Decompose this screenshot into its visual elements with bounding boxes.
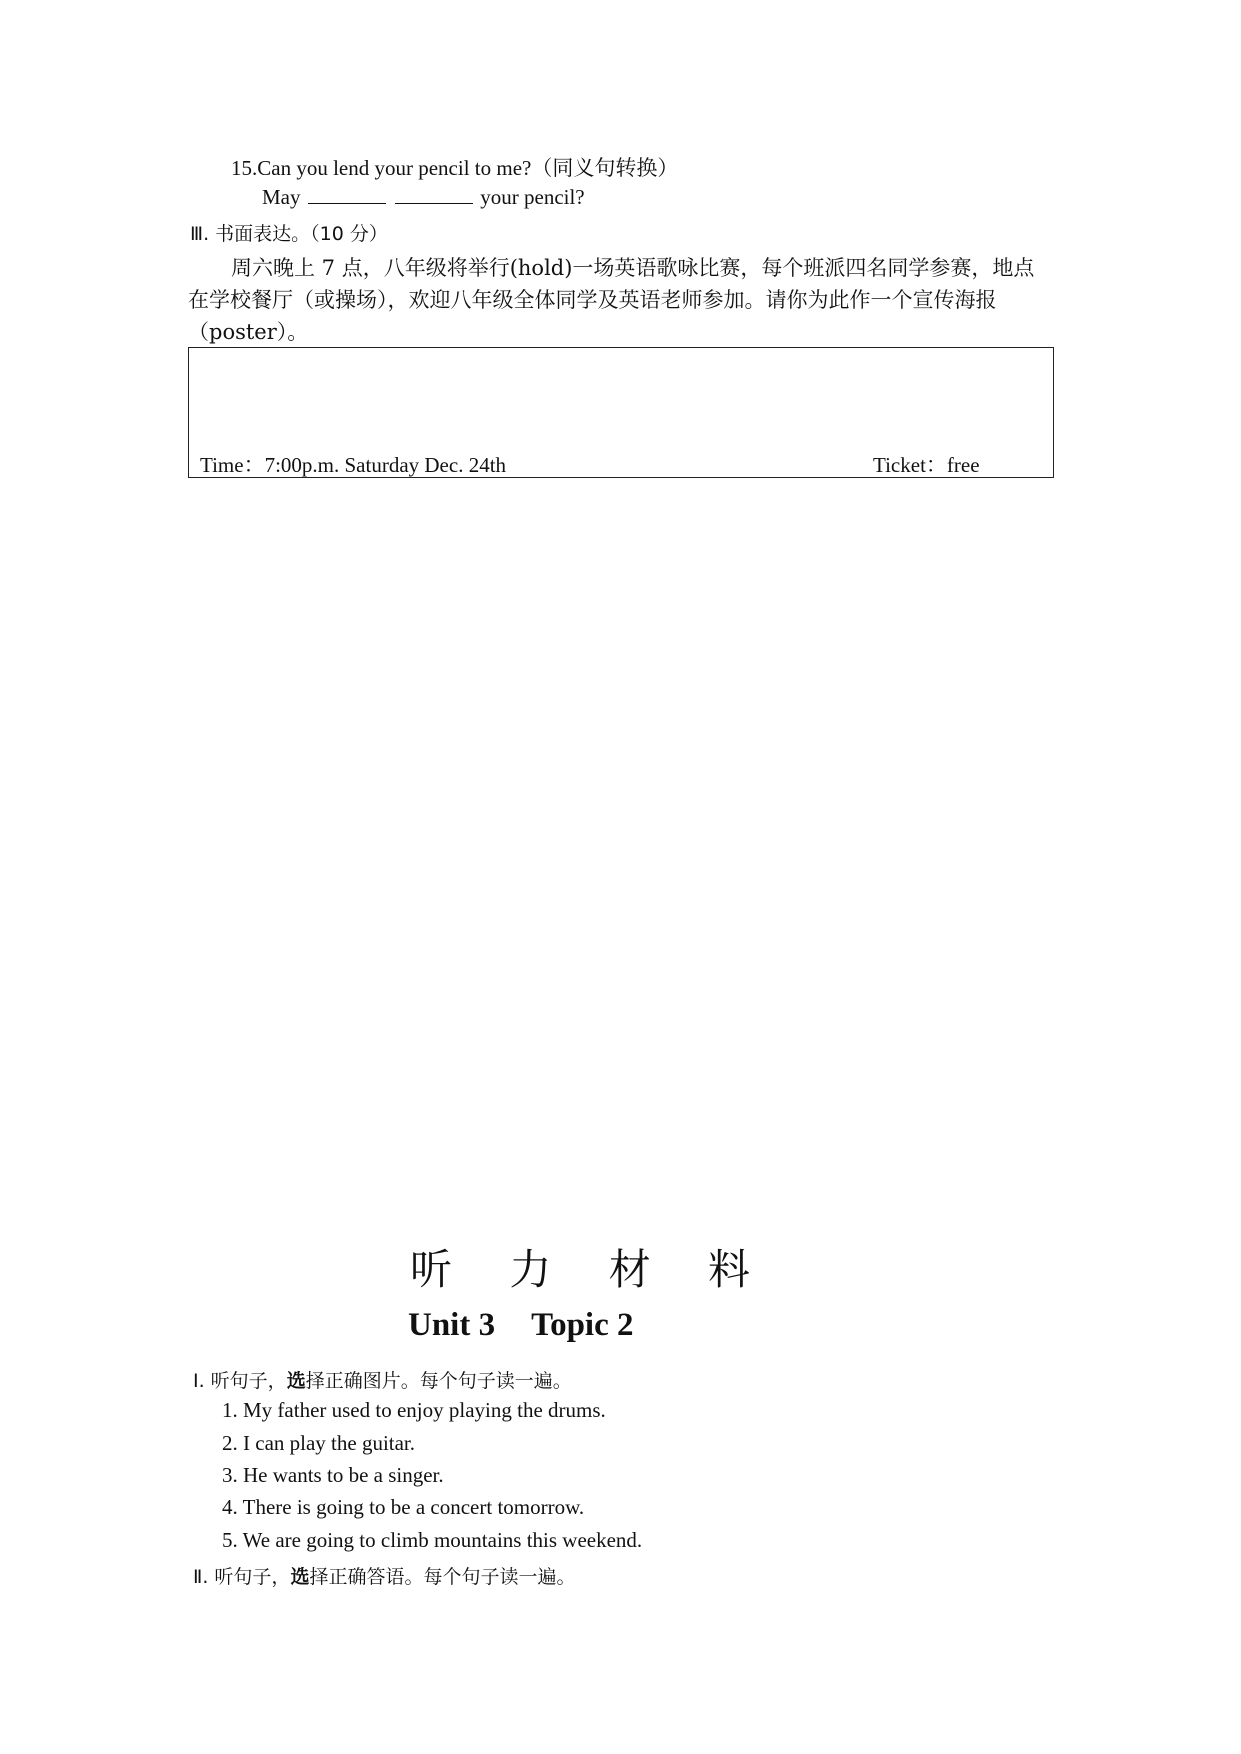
part2-bold-word: 选 [290, 1566, 310, 1588]
section3-paragraph-line-2: 在学校餐厅（或操场），欢迎八年级全体同学及英语老师参加。请你为此作一个宣传海报 [188, 288, 997, 312]
part1-bold-word: 选 [286, 1370, 306, 1392]
unit-topic-heading [408, 1307, 634, 1344]
part2-numeral: Ⅱ. 听句子， [193, 1566, 291, 1588]
part2-heading [193, 1562, 575, 1589]
section3-paragraph-line-3: （poster）。 [188, 320, 309, 344]
topic-label: Topic 2 [531, 1307, 634, 1343]
poster-time: Time：7:00p.m. Saturday Dec. 24th [200, 453, 507, 477]
part1-instruction: 择正确图片。每个句子读一遍。 [305, 1370, 572, 1392]
unit-label: Unit 3 [408, 1307, 496, 1343]
poster-ticket: Ticket：free [873, 453, 980, 477]
list-item: 5. We are going to climb mountains this weekend. [222, 1528, 643, 1552]
part2-instruction: 择正确答语。每个句子读一遍。 [309, 1566, 576, 1588]
q15-prompt: 15.Can you lend your pencil to me?（同义句转换） [231, 156, 679, 180]
listening-title: 听 力 材 料 [410, 1245, 773, 1294]
list-item: 2. I can play the guitar. [222, 1431, 416, 1455]
list-item: 4. There is going to be a concert tomorrow. [222, 1495, 585, 1519]
poster-writing-box[interactable] [188, 347, 1054, 478]
list-item: 3. He wants to be a singer. [222, 1463, 444, 1487]
q15-blank-2[interactable] [395, 185, 473, 204]
section3-paragraph-line-1: 周六晚上 7 点，八年级将举行(hold)一场英语歌咏比赛，每个班派四名同学参赛，地点 [231, 256, 1035, 280]
section3-heading: Ⅲ. 书面表达。（10 分） [190, 223, 388, 245]
q15-answer-end: your pencil? [480, 185, 585, 209]
list-item: 1. My father used to enjoy playing the drums. [222, 1398, 606, 1422]
part1-heading [193, 1366, 572, 1393]
q15-answer-start: May [262, 185, 301, 209]
q15-blank-1[interactable] [308, 185, 386, 204]
q15-answer-line [262, 185, 585, 210]
part1-numeral: Ⅰ. 听句子， [193, 1370, 287, 1392]
